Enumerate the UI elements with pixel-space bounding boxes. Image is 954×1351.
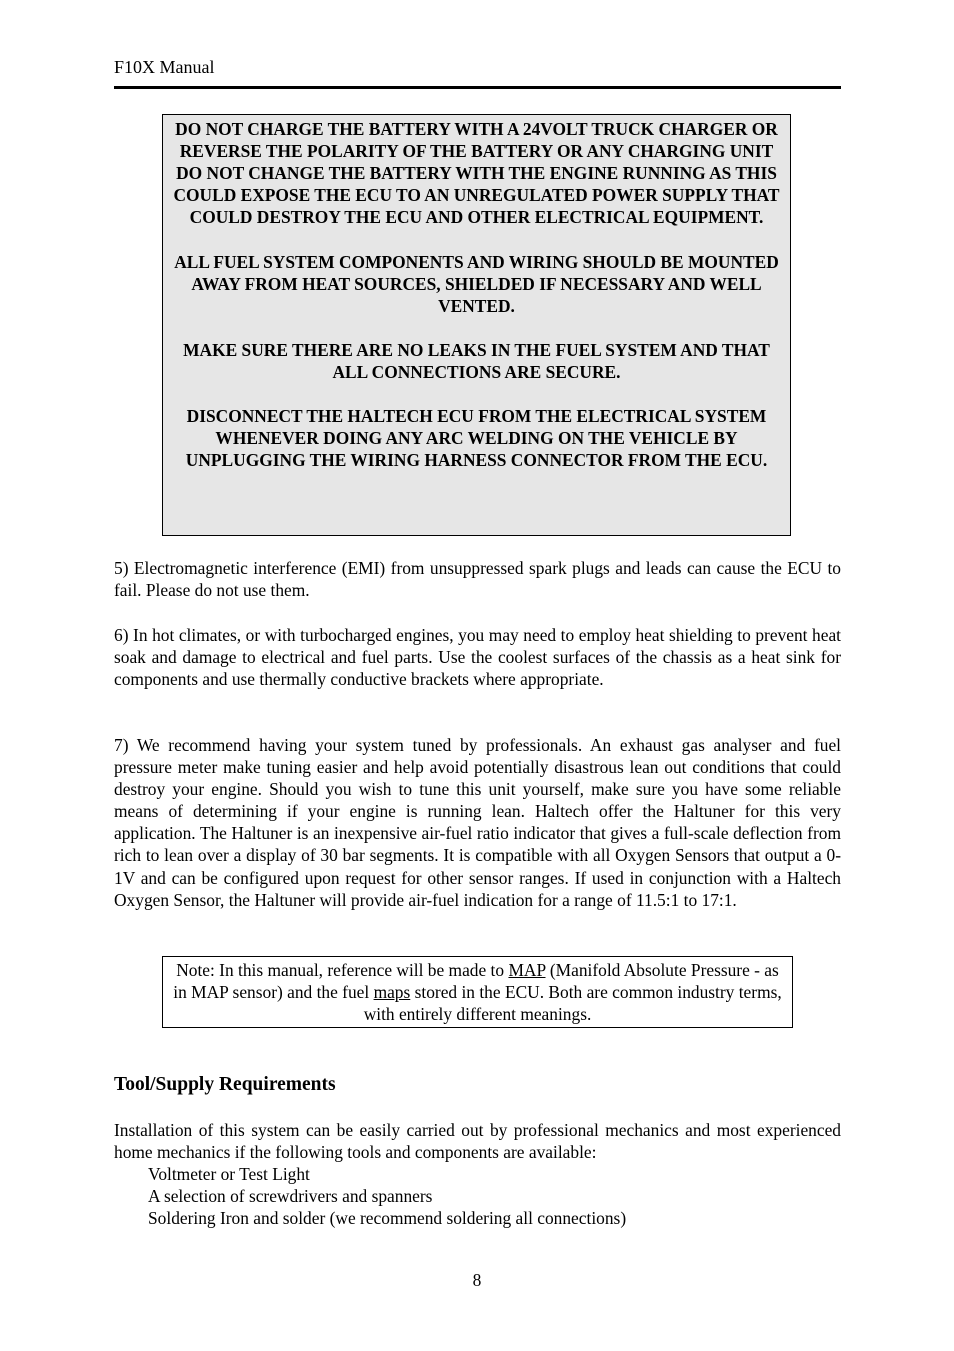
note-term-maps: maps <box>373 982 411 1003</box>
list-item: Soldering Iron and solder (we recommend soldering all connections) <box>148 1208 627 1228</box>
section-heading-tools: Tool/Supply Requirements <box>114 1074 336 1095</box>
warning-fuel-leaks: MAKE SURE THERE ARE NO LEAKS IN THE FUEL SYSTEM AND THAT ALL CONNECTIONS ARE SECURE. <box>183 339 770 383</box>
note-box <box>162 956 793 1028</box>
warning-spacer <box>169 383 784 405</box>
note-text-part2: (Manifold Absolute Pressure - as in MAP sensor) and the fuel <box>173 960 779 1003</box>
paragraph-tuning-text: 7) We recommend having your system tuned by professionals. An exhaust gas analyser and fuel pressure meter make tuning easier and help avoid potentially disastrous lean out conditions that could destroy your engine. Should you wish to tune this unit yourself, make sure you have some reliable means of determining if your engine is running lean. Haltech offer the Haltuner for this very application. The Haltuner is an inexpensive air-fuel ratio indicator that gives a full-scale deflection from rich to lean over a display of 30 bar segments. It is compatible with all Oxygen Sensors that output a 0-1V and can be configured upon request for other sensor ranges. If used in conjunction with a Haltech Oxygen Sensor, the Haltuner will provide air-fuel indication for a range of 11.5:1 to 17:1. <box>114 735 841 910</box>
paragraph-tools-intro-text: Installation of this system can be easily carried out by professional mechanics and most experienced home mechanics if the following tools and components are available: <box>114 1120 841 1163</box>
list-item: Voltmeter or Test Light <box>148 1164 310 1184</box>
warning-box <box>162 114 791 536</box>
note-text-part3: stored in the ECU. Both are common industry terms, with entirely different meanings. <box>363 982 782 1025</box>
warning-spacer <box>169 228 784 250</box>
note-text-part1: Note: In this manual, reference will be made to <box>176 960 509 980</box>
warning-spacer <box>169 317 784 339</box>
paragraph-tuning <box>114 734 841 911</box>
warning-arc-welding: DISCONNECT THE HALTECH ECU FROM THE ELECTRICAL SYSTEM WHENEVER DOING ANY ARC WELDING ON THE VEHICLE BY UNPLUGGING THE WIRING HARNESS CONNECTOR FROM THE ECU. <box>185 406 768 471</box>
paragraph-heat <box>114 624 841 690</box>
warning-battery-charging: DO NOT CHARGE THE BATTERY WITH A 24VOLT TRUCK CHARGER OR REVERSE THE POLARITY OF THE BATTERY OR ANY CHARGING UNIT <box>175 119 778 162</box>
paragraph-heat-text: 6) In hot climates, or with turbocharged engines, you may need to employ heat shielding to prevent heat soak and damage to electrical and fuel parts. Use the coolest surfaces of the chassis as a heat sink for components and use thermally conductive brackets where appropriate. <box>114 625 841 690</box>
paragraph-emi <box>114 557 841 601</box>
document-header-title: F10X Manual <box>114 57 215 77</box>
list-item: A selection of screwdrivers and spanners <box>148 1186 433 1206</box>
header-divider <box>114 86 841 89</box>
warning-fuel-components: ALL FUEL SYSTEM COMPONENTS AND WIRING SHOULD BE MOUNTED AWAY FROM HEAT SOURCES, SHIELDED IF NECESSARY AND WELL VENTED. <box>174 251 779 316</box>
warning-battery-change: DO NOT CHANGE THE BATTERY WITH THE ENGINE RUNNING AS THIS COULD EXPOSE THE ECU TO AN UNREGULATED POWER SUPPLY THAT COULD DESTROY THE ECU AND OTHER ELECTRICAL EQUIPMENT. <box>173 163 780 228</box>
note-term-map: MAP <box>508 960 546 980</box>
paragraph-emi-text: 5) Electromagnetic interference (EMI) from unsuppressed spark plugs and leads can cause the ECU to fail. Please do not use them. <box>114 558 841 601</box>
page-number: 8 <box>472 1270 482 1290</box>
paragraph-tools-intro <box>114 1119 841 1163</box>
